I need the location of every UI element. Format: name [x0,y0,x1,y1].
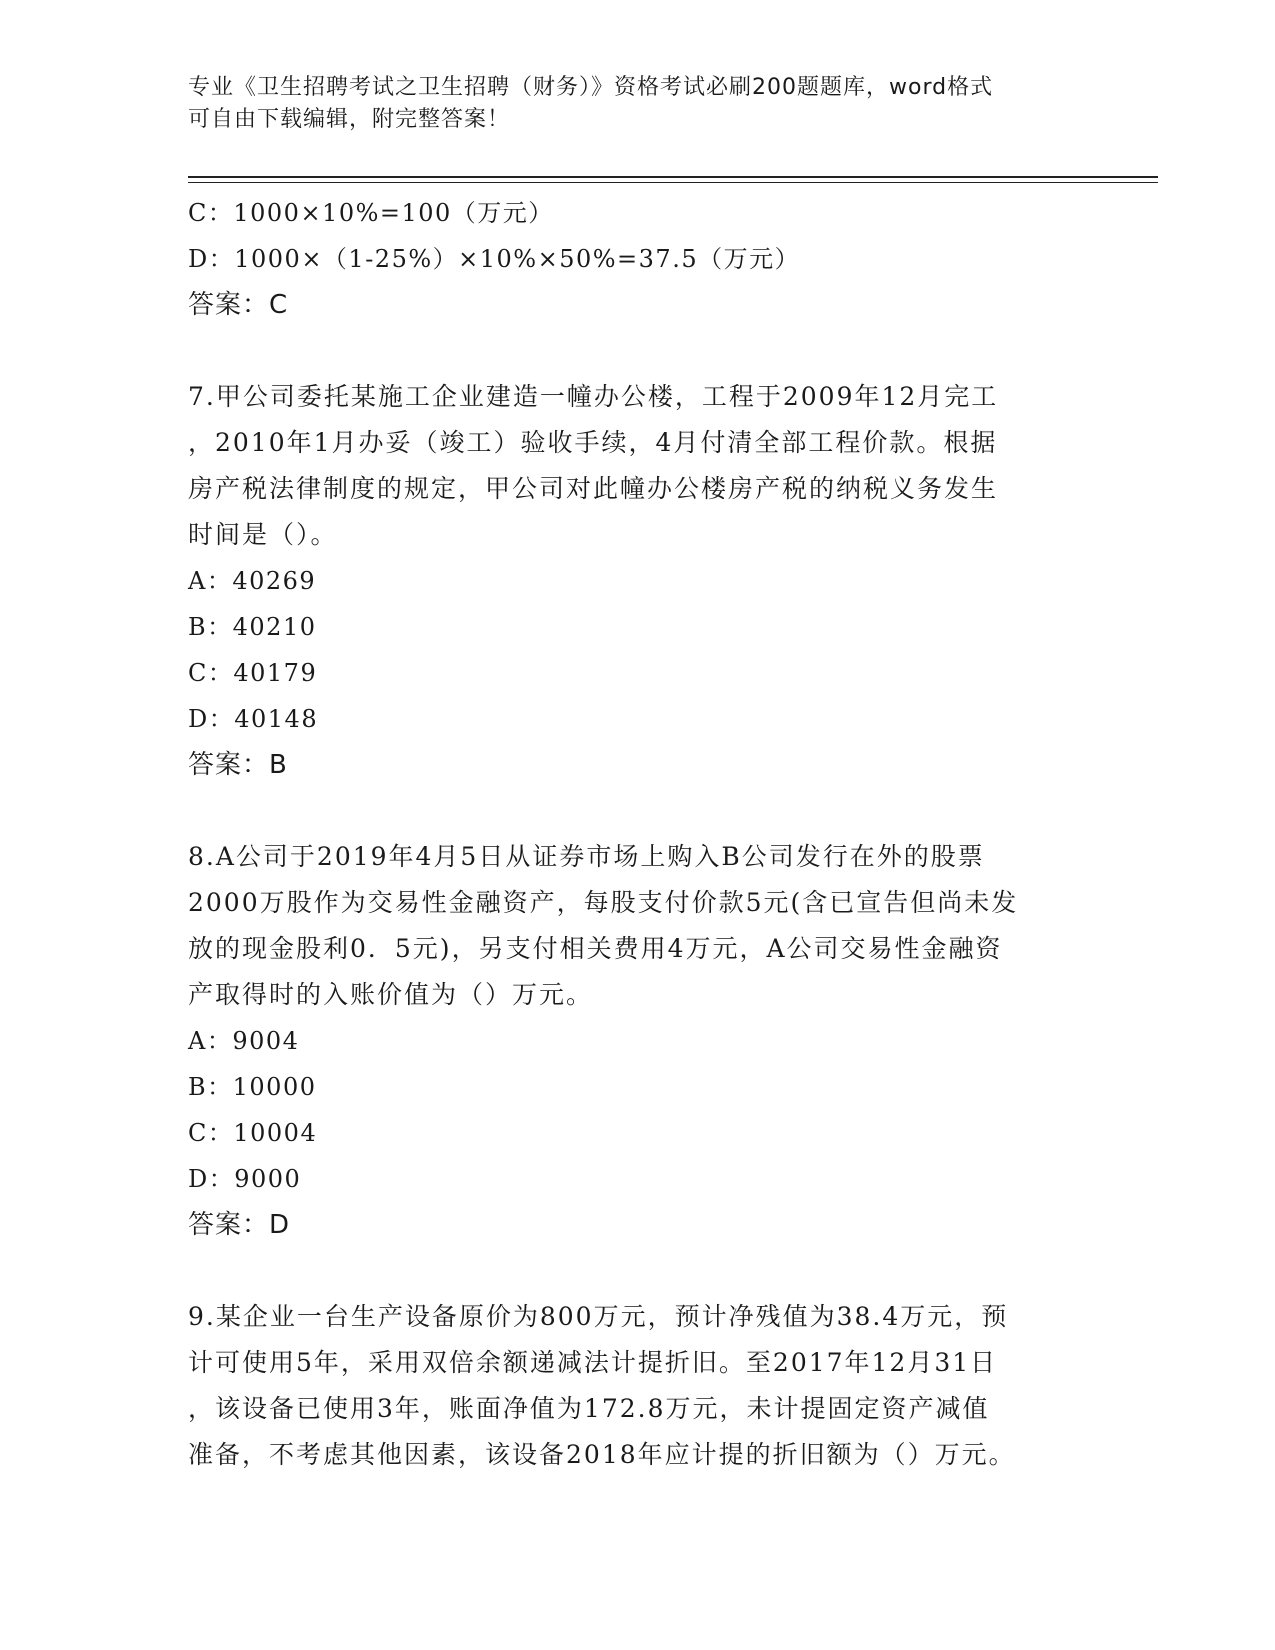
header-divider-thin [188,182,1158,183]
spacer [188,328,1088,374]
question-stem-line: ，2010年1月办妥（竣工）验收手续，4月付清全部工程价款。根据 [188,428,998,457]
answer-label: 答案：B [188,750,288,780]
question-stem-line: 9.某企业一台生产设备原价为800万元，预计净残值为38.4万元，预 [188,1302,1009,1331]
question-9 [188,1294,1088,1478]
question-7 [188,374,1088,788]
document-body [188,190,1088,1478]
question-stem-line: 产取得时的入账价值为（）万元。 [188,980,594,1009]
option-a: A：40269 [188,567,317,595]
question-stem-line: 计可使用5年，采用双倍余额递减法计提折旧。至2017年12月31日 [188,1348,998,1377]
question-stem-line: 准备，不考虑其他因素，该设备2018年应计提的折旧额为（）万元。 [188,1440,1016,1469]
question-8 [188,834,1088,1248]
header-title-line-2: 可自由下载编辑，附完整答案！ [188,107,511,132]
header-title-line-1: 专业《卫生招聘考试之卫生招聘（财务）》资格考试必刷200题题库，word格式 [188,75,994,100]
page-header [188,72,1068,136]
option-b: B：10000 [188,1073,317,1101]
question-stem-line: 7.甲公司委托某施工企业建造一幢办公楼，工程于2009年12月完工 [188,382,999,411]
question-stem-line: 8.A公司于2019年4月5日从证券市场上购入B公司发行在外的股票 [188,842,985,871]
answer-label: 答案：D [188,1210,291,1240]
question-stem-line: 放的现金股利0．5元)，另支付相关费用4万元，A公司交易性金融资 [188,934,1003,963]
answer-label: 答案：C [188,290,289,320]
question-stem-line: 2000万股作为交易性金融资产，每股支付价款5元(含已宣告但尚未发 [188,888,1019,917]
option-c: C：40179 [188,659,318,687]
question-stem-line: 时间是（）。 [188,520,338,549]
option-a: A：9004 [188,1027,300,1055]
option-d: D：9000 [188,1165,302,1193]
option-c: C：1000×10%=100（万元） [188,199,554,227]
spacer [188,788,1088,834]
spacer [188,1248,1088,1294]
question-stem-line: ，该设备已使用3年，账面净值为172.8万元，未计提固定资产减值 [188,1394,990,1423]
question-6-tail [188,190,1088,328]
option-b: B：40210 [188,613,317,641]
option-d: D：1000×（1-25%）×10%×50%=37.5（万元） [188,245,801,273]
option-c: C：10004 [188,1119,318,1147]
header-divider-thick [188,176,1158,178]
option-d: D：40148 [188,705,319,733]
question-stem-line: 房产税法律制度的规定，甲公司对此幢办公楼房产税的纳税义务发生 [188,474,999,503]
